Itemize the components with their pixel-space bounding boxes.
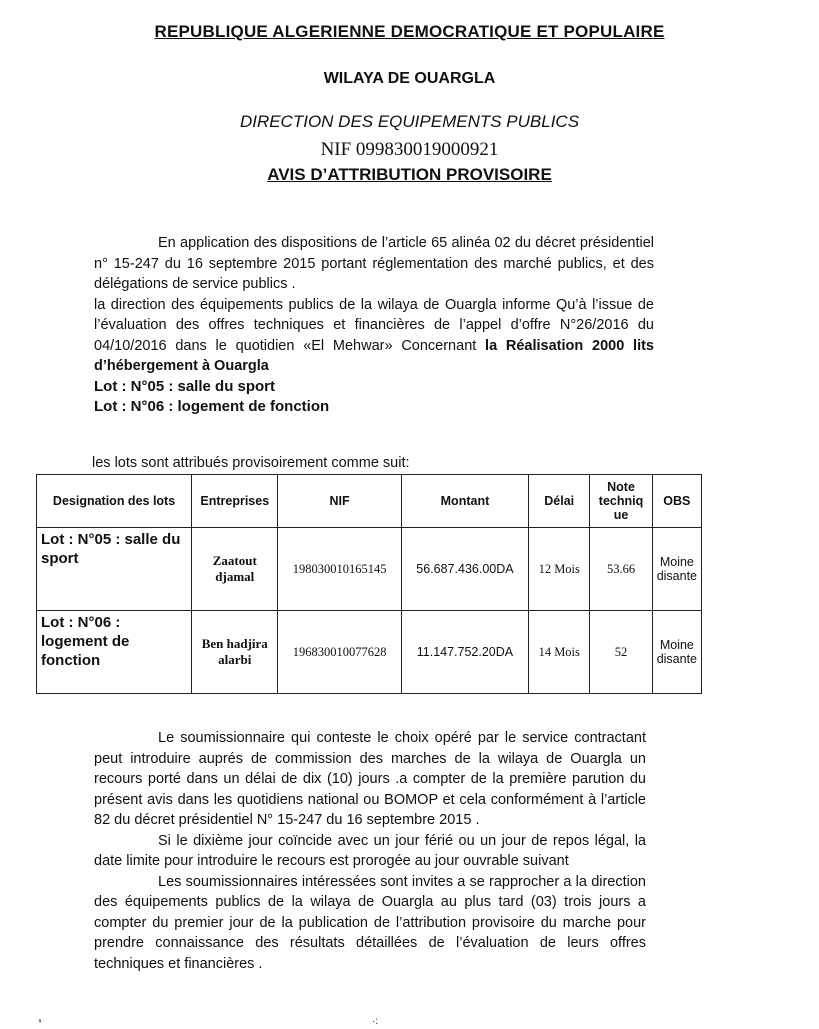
republic-heading: REPUBLIQUE ALGERIENNE DEMOCRATIQUE ET POPULAIRE: [154, 22, 665, 41]
row-note: 53.66: [590, 528, 652, 611]
table-row: [37, 611, 702, 694]
row-entreprise: Zaatout djamal: [192, 528, 278, 611]
intro-paragraph-1: En application des dispositions de l’article 65 alinéa 02 du décret présidentiel n° 15-247 du 16 septembre 2015 portant réglementation des marché publics, et des délégations de service publics .: [94, 235, 654, 292]
row-nif: 198030010165145: [278, 528, 401, 611]
intro-paragraph-2: [94, 295, 654, 377]
row-lot: Lot : N°05 : salle du sport: [37, 528, 192, 611]
header-entreprises: Entreprises: [192, 475, 278, 528]
attribution-table: [36, 474, 702, 694]
row-montant: 11.147.752.20DA: [401, 611, 528, 694]
header-montant: Montant: [401, 475, 528, 528]
row-delai: 14 Mois: [529, 611, 590, 694]
row-lot: Lot : N°06 : logement de fonction: [37, 611, 192, 694]
table-header-row: [37, 475, 702, 528]
direction-heading: DIRECTION DES EQUIPEMENTS PUBLICS: [239, 112, 580, 131]
row-nif: 196830010077628: [278, 611, 401, 694]
closing-section: [94, 728, 646, 974]
header-delai: Délai: [529, 475, 590, 528]
row-entreprise: Ben hadjira alarbi: [192, 611, 278, 694]
closing-paragraph-1: Le soumissionnaire qui conteste le choix opéré par le service contractant peut introduire auprés de commission des marches de la wilaya de Ouargla un recours porté dans un délai de dix (10) jours .a compter de la première parution du présent avis dans les quotidiens national ou BOMOP et cela conformément à l’article 82 du décret présidentiel N° 15-247 du 16 septembre 2015 .: [94, 730, 646, 828]
lot-5-line: Lot : N°05 : salle du sport: [94, 377, 276, 395]
header-nif: NIF: [278, 475, 401, 528]
row-note: 52: [590, 611, 652, 694]
wilaya-heading: WILAYA DE OUARGLA: [323, 70, 496, 87]
scan-speck: ,: [38, 1008, 42, 1024]
intro-paragraph-2-text: la direction des équipements publics de la wilaya de Ouargla informe Qu’à l’issue de l’évaluation des offres techniques et financières de l’appel d’offre N°26/2016 du 04/10/2016 dans le quotidien «El Mehwar» Concernant: [94, 296, 654, 354]
header-obs: OBS: [652, 475, 701, 528]
row-montant: 56.687.436.00DA: [401, 528, 528, 611]
scan-speck: ·:: [372, 1016, 379, 1027]
attribution-intro-line: les lots sont attribués provisoirement comme suit:: [92, 455, 410, 471]
lot-6-line: Lot : N°06 : logement de fonction: [94, 398, 330, 415]
header-designation: Designation des lots: [37, 475, 192, 528]
avis-title: AVIS D’ATTRIBUTION PROVISOIRE: [267, 165, 552, 184]
closing-paragraph-2: Si le dixième jour coïncide avec un jour férié ou un jour de repos légal, la date limite pour introduire le recours est prorogée au jour ouvrable suivant: [94, 832, 646, 869]
closing-paragraph-3: Les soumissionnaires intéressées sont invites a se rapprocher a la direction des équipements publics de la wilaya de Ouargla au plus tard (03) trois jours a compter du premier jour de la publication de l’attribution provisoire du marche pour prendre connaissance des résultats détaillées de l’évaluation de leurs offres techniques et financières .: [94, 873, 646, 972]
nif-number: NIF 099830019000921: [320, 139, 499, 160]
row-delai: 12 Mois: [529, 528, 590, 611]
row-obs: Moine disante: [652, 528, 701, 611]
header-note: Note techniq ue: [590, 475, 652, 528]
project-title: la Réalisation 2000 lits d’hébergement à Ouargla: [94, 337, 654, 374]
row-obs: Moine disante: [652, 611, 701, 694]
table-row: [37, 528, 702, 611]
intro-section: [94, 233, 654, 418]
